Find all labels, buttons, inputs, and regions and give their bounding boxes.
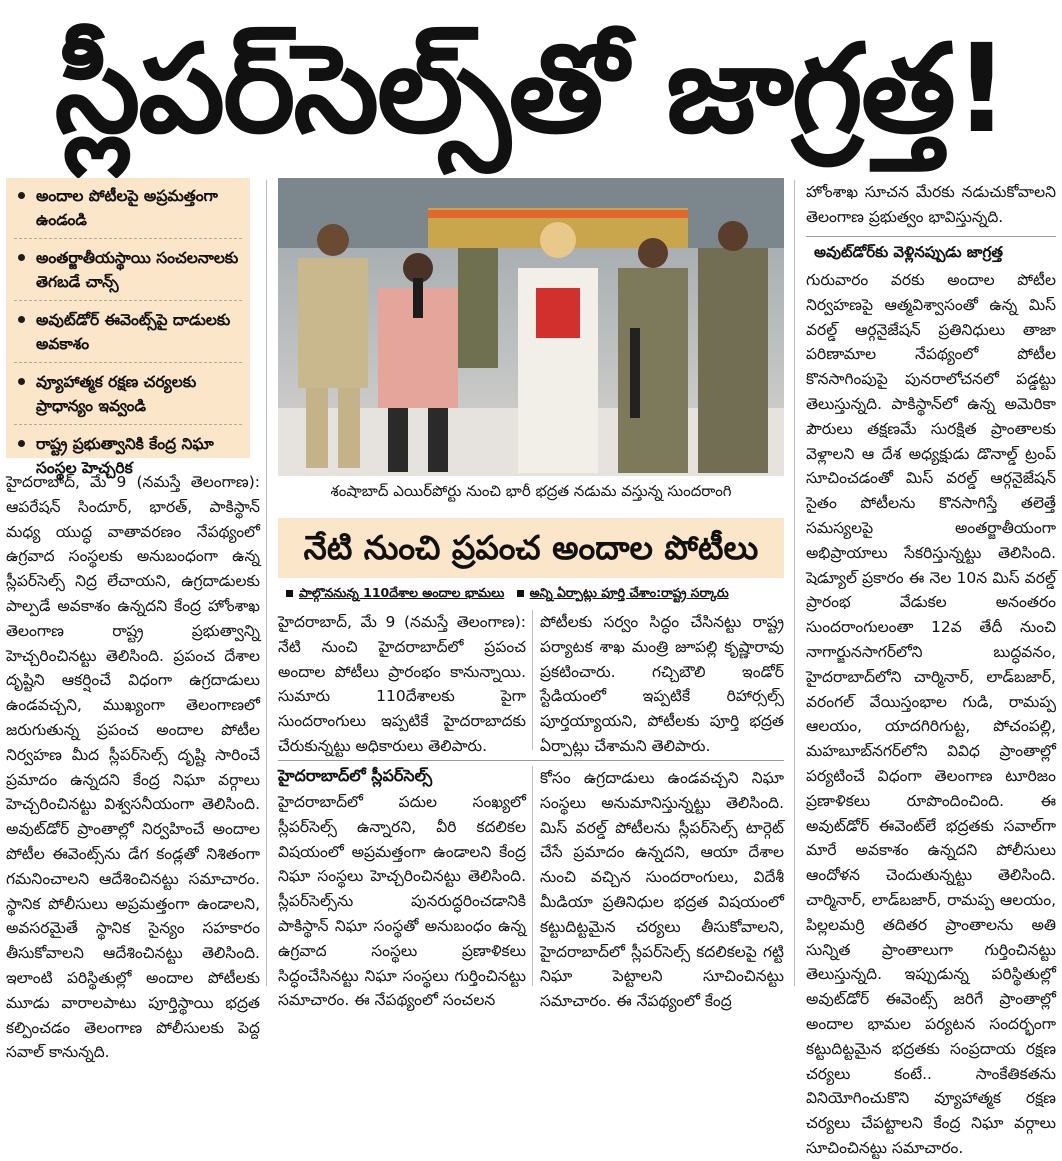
story2-right-column xyxy=(540,610,784,758)
bullet-icon xyxy=(18,254,25,261)
body-text: హోంశాఖ సూచన మేరకు నడుచుకోవాలని తెలంగాణ ప్రభుత్వం భావిస్తున్నది. xyxy=(806,183,1056,226)
column-3 xyxy=(540,766,784,1011)
highlight-text: వ్యూహాత్మక రక్షణ చర్యలకు ప్రాధాన్యం ఇవ్వండి xyxy=(36,373,197,415)
body-text: కోసం ఉగ్రదాడులు ఉండవచ్చని నిఘా సంస్థలు అనుమానిస్తున్నట్టు తెలిసింది. మిస్‌ వరల్డ్‌ పోటీలను స్లీపర్‌సెల్స్‌ టార్గెట్‌ చేసే ప్రమాదం ఉన్నదని, ఆయా దేశాల నుంచి వచ్చిన సుందరాంగులు, విదేశీ మీడియా ప్రతినిధుల భద్రత విషయంలో కట్టుదిట్టమైన చర్యలు తీసుకోవాలని, హైదరాబాద్‌లో స్లీపర్‌సెల్స్‌ కదలికలపై గట్టి నిఘా పెట్టాలని సూచించినట్టు సమాచారం. ఈ నేపథ్యంలో కేంద్ర xyxy=(540,769,784,1011)
highlight-item xyxy=(14,246,242,301)
column-4 xyxy=(806,268,1056,1157)
body-text: హైదరాబాద్‌లో పదుల సంఖ్యలో స్లీపర్‌సెల్స్‌ ఉన్నారని, వీరి కదలికల విషయంలో అప్రమత్తంగా ఉండాలని కేంద్ర నిఘా సంస్థలు హెచ్చరించినట్టు తెలిసింది. స్లీపర్‌సెల్స్‌ను పునరుద్ధరించడానికి పాకిస్థాన్‌ నిఘా సంస్థతో అనుబంధం ఉన్న ఉగ్రవాద సంస్థలు ప్రణాళికలు సిద్ధంచేసినట్టు నిఘా సంస్థలు గుర్తించినట్టు సమాచారం. ఈ నేపథ్యంలో సంచలన xyxy=(278,793,526,1010)
bullet-icon xyxy=(18,316,25,323)
section-heading: అవుట్‌డోర్‌కు వెళ్లినప్పుడు జాగ్రత్త xyxy=(814,243,1003,261)
highlight-item xyxy=(14,308,242,363)
highlight-text: అందాల పోటీలపై అప్రమత్తంగా ఉండండి xyxy=(36,187,218,229)
highlight-item xyxy=(14,184,242,239)
deck-left: పాల్గొననున్న 110దేశాల అందాల భామలు xyxy=(299,585,505,600)
column-4-top xyxy=(806,180,1056,232)
headline: స్లీపర్‌సెల్స్‌తో జాగ్రత్త! xyxy=(54,18,1008,160)
section-heading: హైదరాబాద్‌లో స్లీపర్‌సెల్స్‌ xyxy=(278,766,433,785)
divider xyxy=(806,236,1056,237)
story2-left-column xyxy=(278,610,526,758)
story-title: నేటి నుంచి ప్రపంచ అందాల పోటీలు xyxy=(278,518,784,578)
body-text: హైదరాబాద్‌, మే 9 (నమస్తే తెలంగాణ): నేటి నుంచి హైదరాబాద్‌లో ప్రపంచ అందాల పోటీలు ప్రారంభం కానున్నాయి. సుమారు 110దేశాలకు పైగా సుందరాంగులు ఇప్పటికే హైదరాబాదకు చేరుకున్నట్టు అధికారులు తెలిపారు. xyxy=(278,613,526,755)
square-bullet-icon xyxy=(286,590,293,597)
highlights-box xyxy=(6,178,250,477)
body-text: పోటీలకు సర్వం సిద్ధం చేసినట్టు రాష్ట్ర పర్యాటక శాఖ మంత్రి జూపల్లి కృష్ణారావు ప్రకటించారు. గచ్చిబౌలి ఇండోర్‌ స్టేడియంలో ఇప్పటికే రిహార్సల్స్‌ పూర్తయ్యాయని, పోటీలకు పూర్తి భద్రత ఏర్పాట్లు చేశామని తెలిపారు. xyxy=(540,613,784,755)
divider xyxy=(278,760,784,761)
column-divider xyxy=(794,180,795,986)
highlight-text: రాష్ట్ర ప్రభుత్వానికి కేంద్ర నిఘా సంస్థల హెచ్చరిక xyxy=(36,435,214,477)
news-photo xyxy=(278,178,784,476)
column-divider xyxy=(532,610,533,750)
highlight-text: అవుట్‌డోర్‌ ఈవెంట్స్‌పై దాడులకు అవకాశం xyxy=(36,311,231,353)
column-divider xyxy=(266,180,267,986)
bullet-icon xyxy=(18,440,25,447)
photo-caption: శంషాబాద్‌ ఎయిర్‌పోర్టు నుంచి భారీ భద్రత నడుమ వస్తున్న సుందరాంగి xyxy=(330,482,732,500)
deck-right: అన్ని ఏర్పాట్లు పూర్తి చేశాం:రాష్ట్ర సర్కారు xyxy=(529,585,729,600)
bullet-icon xyxy=(18,192,25,199)
story-deck xyxy=(278,580,784,606)
highlight-text: అంతర్జాతీయస్థాయి సంచలనాలకు తెగబడే చాన్స్‌ xyxy=(36,249,239,291)
body-text: గురువారం వరకు అందాల పోటీల నిర్వహణపై ఆత్మవిశ్వాసంతో ఉన్న మిస్‌ వరల్డ్‌ ఆర్గనైజేషన్‌ ప్రతినిధులు తాజా పరిణామాల నేపథ్యంలో పోటీల కొనసాగింపుపై పునరాలోచనలో పడ్డట్టు తెలుస్తున్నది. పాకిస్థాన్‌లో ఉన్న అమెరికా పౌరులు తక్షణమే సురక్షిత ప్రాంతాలకు వెళ్లాలని ఆ దేశ అధ్యక్షుడు డొనాల్డ్‌ ట్రంప్‌ సూచించడంతో మిస్‌ వరల్డ్‌ ఆర్గనైజేషన్‌ సైతం పోటీలను కొనసాగిస్తే తలెత్తే సమస్యలపై అంతర్జాతీయంగా అభిప్రాయాలు సేకరిస్తున్నట్టు తెలిసింది. షెడ్యూల్‌ ప్రకారం ఈ నెల 10న మిస్‌ వరల్డ్‌ ప్రారంభ వేడుకల అనంతరం సుందరాంగులంతా 12వ తేదీ నుంచి నాగార్జునసాగర్‌లోని బుద్ధవనం, హైదరాబాద్‌లోని చార్మినార్‌, లాడ్‌బజార్‌, వరంగల్‌ వేయిస్తంభాల గుడి, రామప్ప ఆలయం, యాదగిరిగుట్ట, పోచంపల్లి, మహబూబ్‌నగర్‌లోని వివిధ ప్రాంతాల్లో పర్యటించే విధంగా తెలంగాణ టూరిజం ప్రణాళికలు రూపొందించింది. ఈ అవుట్‌డోర్‌ ఈవెంట్‌లే భద్రతకు సవాల్‌గా మారే అవకాశం ఉన్నదని పోలీసులు ఆందోళన చెందుతున్నట్టు తెలిసింది. చార్మినార్‌, లాడ్‌బజార్‌, రామప్ప ఆలయం, పిల్లలమర్రి తదితర ప్రాంతాలను అతి సున్నిత ప్రాంతాలుగా గుర్తించినట్టు తెలుస్తున్నది. ఇప్పుడున్న పరిస్థితుల్లో అవుట్‌డోర్‌ ఈవెంట్స్‌ జరిగే ప్రాంతాల్లో అందాల భామల పర్యటన సందర్భంగా కట్టుదిట్టమైన భద్రతకు సంప్రదాయ రక్షణ చర్యలు కంటే.. సాంకేతికతను వినియోగించుకొని వ్యూహాత్మక రక్షణ చర్యలు చేపట్టాలని కేంద్ర నిఘా వర్గాలు సూచించినట్టు సమాచారం. xyxy=(806,271,1056,1157)
bullet-icon xyxy=(18,378,25,385)
column-2 xyxy=(278,790,526,1010)
square-bullet-icon xyxy=(517,590,524,597)
body-text: హైదరాబాద్‌, మే 9 (నమస్తే తెలంగాణ): ఆపరేషన్‌ సిందూర్‌, భారత్‌, పాకిస్థాన్‌ మధ్య యుద్ధ వాతావరణం నేపథ్యంలో ఉగ్రవాద సంస్థలకు అనుబంధంగా ఉన్న స్లీపర్‌సెల్స్‌ నిద్ర లేచాయని, ఉగ్రదాడులకు పాల్పడే అవకాశం ఉన్నదని కేంద్ర హోంశాఖ తెలంగాణ రాష్ట్ర ప్రభుత్వాన్ని హెచ్చరించినట్టు తెలిసింది. ప్రపంచ దేశాల దృష్టిని ఆకర్షించే విధంగా ఉగ్రదాడులు ఉండవచ్చని, ముఖ్యంగా తెలంగాణలో జరుగుతున్న ప్రపంచ అందాల పోటీల నిర్వహణ మీద స్లీపర్‌సెల్స్‌ దృష్టి సారించే ప్రమాదం ఉన్నదని కేంద్ర నిఘా వర్గాలు హెచ్చరించినట్టు విశ్వసనీయంగా తెలిసింది. అవుట్‌డోర్‌ ప్రాంతాల్లో నిర్వహించే అందాల పోటీల ఈవెంట్స్‌ను డేగ కండ్లతో నిశితంగా గమనించాలని ఆదేశించినట్టు సమాచారం. స్థానిక పోలీసులు అప్రమత్తంగా ఉండాలని, అవసరమైతే స్థానిక సైన్యం సహకారం తీసుకోవాలని ఆదేశించినట్టు తెలిసింది. ఇలాంటి పరిస్థితుల్లో అందాల పోటీలకు మూడు వారాలపాటు పూర్తిస్థాయి భద్రత కల్పించడం తెలంగాణ పోలీసులకు పెద్ద సవాల్‌ కానున్నది. xyxy=(6,473,260,1062)
highlight-item xyxy=(14,370,242,425)
column-1 xyxy=(6,470,260,1062)
column-divider xyxy=(532,766,533,986)
